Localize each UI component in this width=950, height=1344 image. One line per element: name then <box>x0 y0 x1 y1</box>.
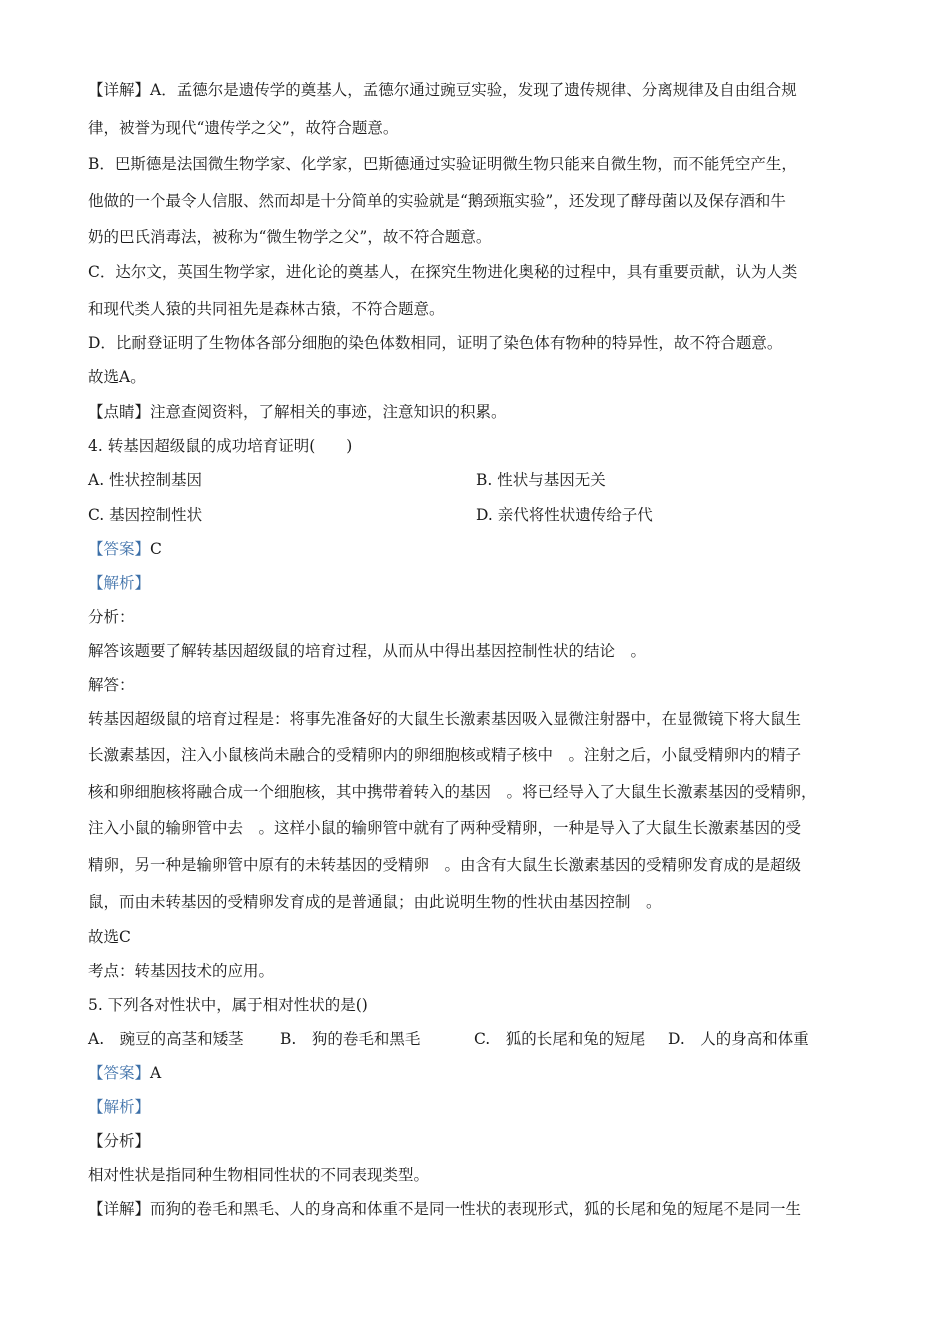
answer-tag: 【答案】 <box>88 1064 151 1082</box>
q4-solution-line2: 长激素基因，注入小鼠核尚未融合的受精卵内的卵细胞核或精子核中 。注射之后，小鼠受精卵内的精子 <box>88 746 802 764</box>
q5-option-b: B. 狗的卷毛和黑毛 <box>280 1030 421 1048</box>
q5-option-d: D. 人的身高和体重 <box>668 1030 809 1048</box>
q4-answer <box>88 537 162 559</box>
q4-solution-line3: 核和卵细胞核将融合成一个细胞核，其中携带着转入的基因 。将已经导入了大鼠生长激素基因的受精卵， <box>88 783 817 801</box>
q3-detail-a-line1: 【详解】A．孟德尔是遗传学的奠基人，孟德尔通过豌豆实验，发现了遗传规律、分离规律及自由组合规 <box>88 81 797 99</box>
q3-detail-b-line3: 奶的巴氏消毒法，被称为“微生物学之父”，故不符合题意。 <box>88 228 492 246</box>
answer-tag: 【答案】 <box>88 540 151 558</box>
answer-value: A <box>150 1064 162 1082</box>
q5-options-row <box>88 1027 868 1061</box>
answer-value: C <box>150 540 162 558</box>
q4-solution-line6: 鼠，而由未转基因的受精卵发育成的是普通鼠；由此说明生物的性状由基因控制 。 <box>88 893 662 911</box>
q4-option-a: A. 性状控制基因 <box>88 471 203 489</box>
q4-analysis-text: 解答该题要了解转基因超级鼠的培育过程，从而从中得出基因控制性状的结论 。 <box>88 642 647 660</box>
q5-answer <box>88 1061 161 1083</box>
q4-solution-label: 解答： <box>88 676 135 694</box>
q5-detail: 【详解】而狗的卷毛和黑毛、人的身高和体重不是同一性状的表现形式，狐的长尾和兔的短尾不是同一生 <box>88 1200 802 1218</box>
q3-choice: 故选A。 <box>88 368 146 386</box>
q3-detail-a-line2: 律，被誉为现代“遗传学之父”，故符合题意。 <box>88 119 399 137</box>
q4-stem: 4. 转基因超级鼠的成功培育证明( ) <box>88 437 353 455</box>
q4-analysis-tag: 【解析】 <box>88 574 151 592</box>
q3-detail-b-line2: 他做的一个最令人信服、然而却是十分简单的实验就是“鹅颈瓶实验”，还发现了酵母菌以及保存酒和牛 <box>88 192 786 210</box>
q4-kaodian: 考点：转基因技术的应用。 <box>88 962 275 980</box>
q3-detail-c-line1: C．达尔文，英国生物学家，进化论的奠基人，在探究生物进化奥秘的过程中，具有重要贡献，认为人类 <box>88 263 798 281</box>
q5-option-a: A. 豌豆的高茎和矮茎 <box>88 1030 244 1048</box>
q3-detail-c-line2: 和现代类人猿的共同祖先是森林古猿，不符合题意。 <box>88 300 445 318</box>
q3-detail-b-line1: B．巴斯德是法国微生物学家、化学家，巴斯德通过实验证明微生物只能来自微生物，而不能凭空产生， <box>88 155 797 173</box>
q5-fenxi: 【分析】 <box>88 1132 151 1150</box>
q4-analysis-label: 分析： <box>88 608 135 626</box>
q4-options-row1 <box>88 468 868 502</box>
q4-choice: 故选C <box>88 928 131 946</box>
q5-analysis-tag: 【解析】 <box>88 1098 151 1116</box>
q3-tip: 【点睛】注意查阅资料，了解相关的事迹，注意知识的积累。 <box>88 403 507 421</box>
q4-option-d: D. 亲代将性状遗传给子代 <box>476 506 653 524</box>
q4-solution-line1: 转基因超级鼠的培育过程是：将事先准备好的大鼠生长激素基因吸入显微注射器中，在显微镜下将大鼠生 <box>88 710 802 728</box>
q4-option-c: C. 基因控制性状 <box>88 506 203 524</box>
q4-solution-line5: 精卵，另一种是输卵管中原有的未转基因的受精卵 。由含有大鼠生长激素基因的受精卵发育成的是超级 <box>88 856 802 874</box>
q4-solution-line4: 注入小鼠的输卵管中去 。这样小鼠的输卵管中就有了两种受精卵，一种是导入了大鼠生长激素基因的受 <box>88 819 802 837</box>
q5-option-c: C. 狐的长尾和兔的短尾 <box>474 1030 646 1048</box>
q4-options-row2 <box>88 503 868 537</box>
q4-option-b: B. 性状与基因无关 <box>476 471 606 489</box>
q3-detail-d-line1: D．比耐登证明了生物体各部分细胞的染色体数相同，证明了染色体有物种的特异性，故不符合题意。 <box>88 334 783 352</box>
q5-stem: 5. 下列各对性状中，属于相对性状的是() <box>88 996 368 1014</box>
q5-fenxi-text: 相对性状是指同种生物相同性状的不同表现类型。 <box>88 1166 430 1184</box>
